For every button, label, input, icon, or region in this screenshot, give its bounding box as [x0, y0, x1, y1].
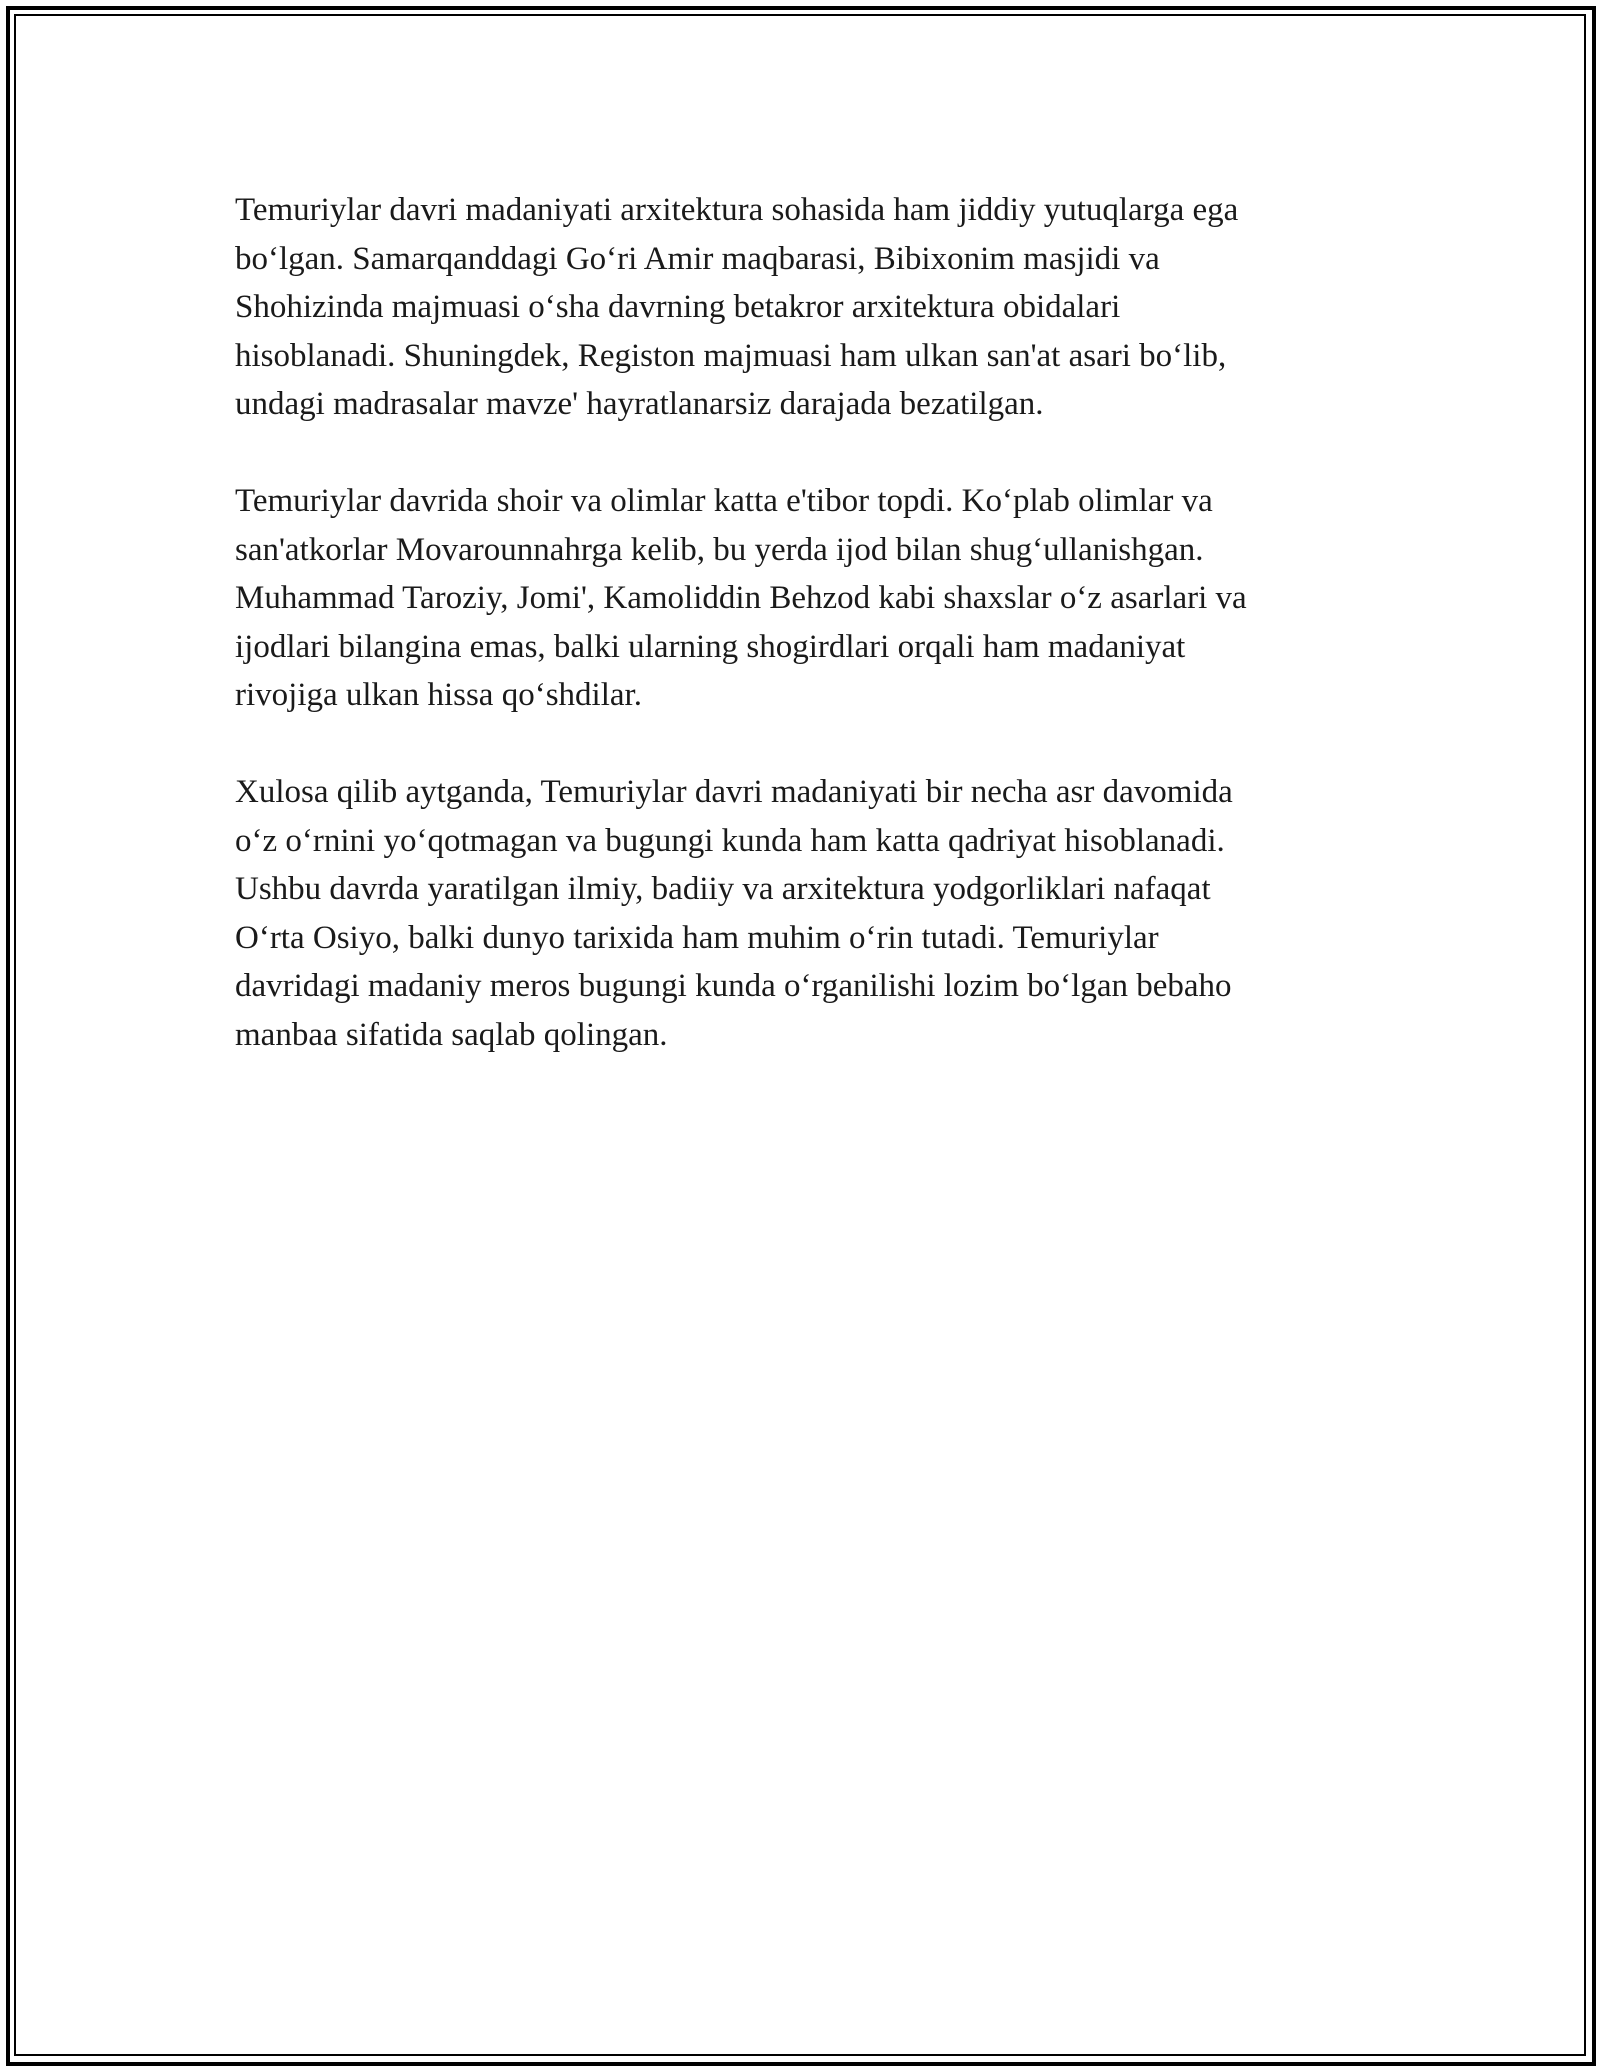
text-line: bo‘lgan. Samarqanddagi Go‘ri Amir maqbarasi, Bibixonim masjidi va: [235, 240, 1160, 277]
text-line: Muhammad Taroziy, Jomi', Kamoliddin Behzod kabi shaxslar o‘z asarlari va: [235, 580, 1247, 616]
paragraph-conclusion: [235, 768, 1385, 1059]
text-line: hisoblanadi. Shuningdek, Registon majmuasi ham ulkan san'at asari bo‘lib,: [235, 337, 1227, 374]
text-line: undagi madrasalar mavze' hayratlanarsiz darajada bezatilgan.: [235, 386, 1044, 422]
document-body: [235, 186, 1385, 1108]
text-line: Temuriylar davri madaniyati arxitektura sohasida ham jiddiy yutuqlarga ega: [235, 192, 1239, 228]
text-line: ijodlari bilangina emas, balki ularning shogirdlari orqali ham madaniyat: [235, 628, 1186, 665]
text-line: davridagi madaniy meros bugungi kunda o‘rganilishi lozim bo‘lgan bebaho: [235, 968, 1232, 1004]
text-line: Temuriylar davrida shoir va olimlar katta e'tibor topdi. Ko‘plab olimlar va: [235, 483, 1213, 519]
text-line: Ushbu davrda yaratilgan ilmiy, badiiy va arxitektura yodgorliklari nafaqat: [235, 871, 1211, 907]
text-line: O‘rta Osiyo, balki dunyo tarixida ham muhim o‘rin tutadi. Temuriylar: [235, 919, 1159, 956]
text-line: o‘z o‘rnini yo‘qotmagan va bugungi kunda ham katta qadriyat hisoblanadi.: [235, 822, 1225, 859]
text-line: Shohizinda majmuasi o‘sha davrning betakror arxitektura obidalari: [235, 289, 1121, 325]
text-line: rivojiga ulkan hissa qo‘shdilar.: [235, 677, 642, 713]
text-line: manbaa sifatida saqlab qolingan.: [235, 1016, 668, 1053]
paragraph-architecture: [235, 186, 1385, 429]
text-line: Xulosa qilib aytganda, Temuriylar davri madaniyati bir necha asr davomida: [235, 774, 1233, 810]
text-line: san'atkorlar Movarounnahrga kelib, bu yerda ijod bilan shug‘ullanishgan.: [235, 531, 1204, 568]
paragraph-scholars: [235, 477, 1385, 720]
